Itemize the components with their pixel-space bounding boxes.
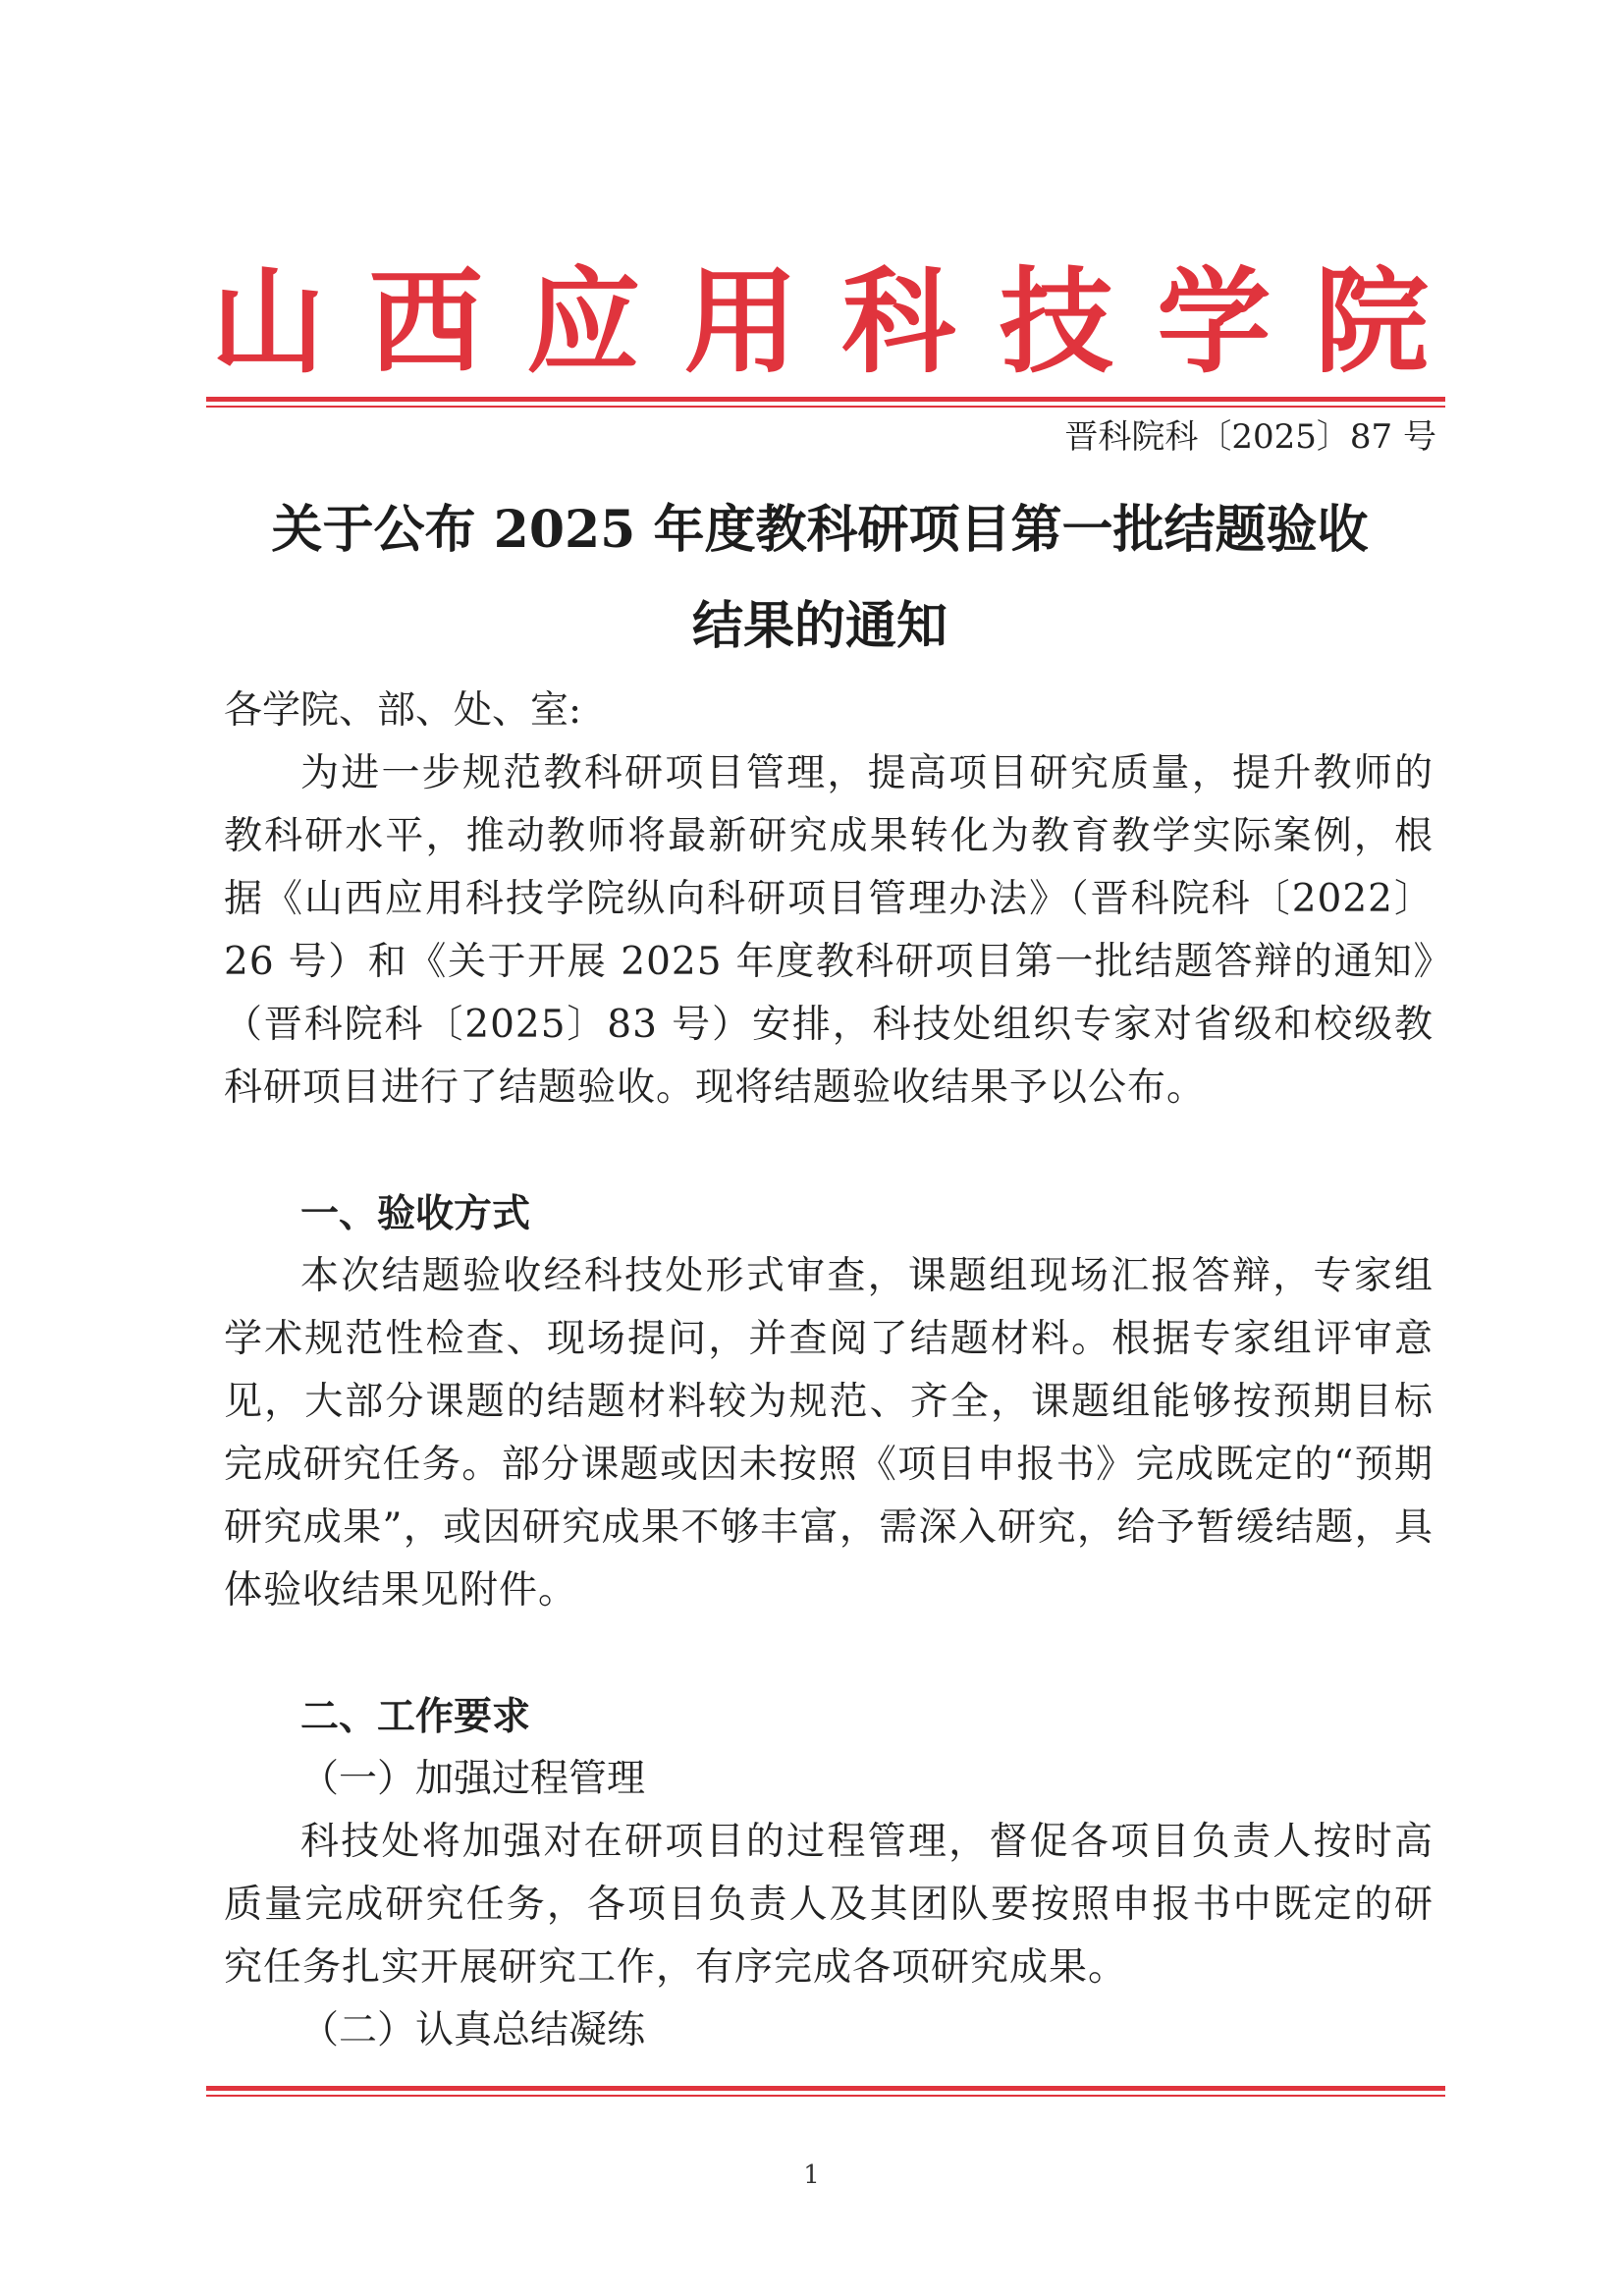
- header-red-rule: [206, 397, 1445, 408]
- masthead-char: 用: [683, 255, 798, 389]
- masthead-char: 院: [1314, 255, 1429, 389]
- masthead-char: 山: [211, 255, 325, 389]
- section-1-heading: 一、验收方式: [300, 1191, 531, 1236]
- document-title-line-1: 关于公布 2025 年度教科研项目第一批结题验收: [271, 500, 1369, 560]
- page-number: 1: [803, 2160, 820, 2190]
- footer-red-rule: [206, 2086, 1445, 2097]
- header-rule-thin: [206, 406, 1445, 408]
- intro-section: [224, 742, 1434, 1120]
- addressee: 各学院、部、处、室:: [224, 688, 582, 733]
- masthead-char: 西: [368, 255, 483, 389]
- subsection-1-body: [224, 1811, 1434, 1999]
- footer-rule-thin: [206, 2095, 1445, 2097]
- section-2-heading: 二、工作要求: [300, 1694, 531, 1739]
- masthead-char: 应: [526, 255, 641, 389]
- masthead-char: 科: [841, 255, 956, 389]
- header-rule-thick: [206, 397, 1445, 402]
- intro-paragraph: 为进一步规范教科研项目管理，提高项目研究质量，提升教师的教科研水平，推动教师将最新研究成果转化为教育教学实际案例，根据《山西应用科技学院纵向科研项目管理办法》（晋科院科〔2022〕26 号）和《关于开展 2025 年度教科研项目第一批结题答辩的通知》（晋科院科〔2025〕83 号）安排，科技处组织专家对省级和校级教科研项目进行了结题验收。现将结题验收结果予以公布。: [224, 751, 1434, 1110]
- masthead-char: 技: [999, 255, 1113, 389]
- masthead-title: [211, 253, 1429, 391]
- masthead-char: 学: [1157, 255, 1271, 389]
- subsection-2-heading: （二）认真总结凝练: [300, 2008, 646, 2052]
- subsection-1-heading: （一）加强过程管理: [300, 1757, 646, 1801]
- document-title-line-2: 结果的通知: [691, 596, 947, 656]
- section-1-paragraph: 本次结题验收经科技处形式审查，课题组现场汇报答辩，专家组学术规范性检查、现场提问，并查阅了结题材料。根据专家组评审意见，大部分课题的结题材料较为规范、齐全，课题组能够按预期目标完成研究任务。部分课题或因未按照《项目申报书》完成既定的“预期研究成果”，或因研究成果不够丰富，需深入研究，给予暂缓结题，具体验收结果见附件。: [224, 1254, 1434, 1613]
- document-number: 晋科院科〔2025〕87 号: [1064, 417, 1436, 457]
- section-1-body: [224, 1245, 1434, 1622]
- footer-rule-thick: [206, 2086, 1445, 2091]
- subsection-1-paragraph: 科技处将加强对在研项目的过程管理，督促各项目负责人按时高质量完成研究任务，各项目负责人及其团队要按照申报书中既定的研究任务扎实开展研究工作，有序完成各项研究成果。: [224, 1820, 1434, 1990]
